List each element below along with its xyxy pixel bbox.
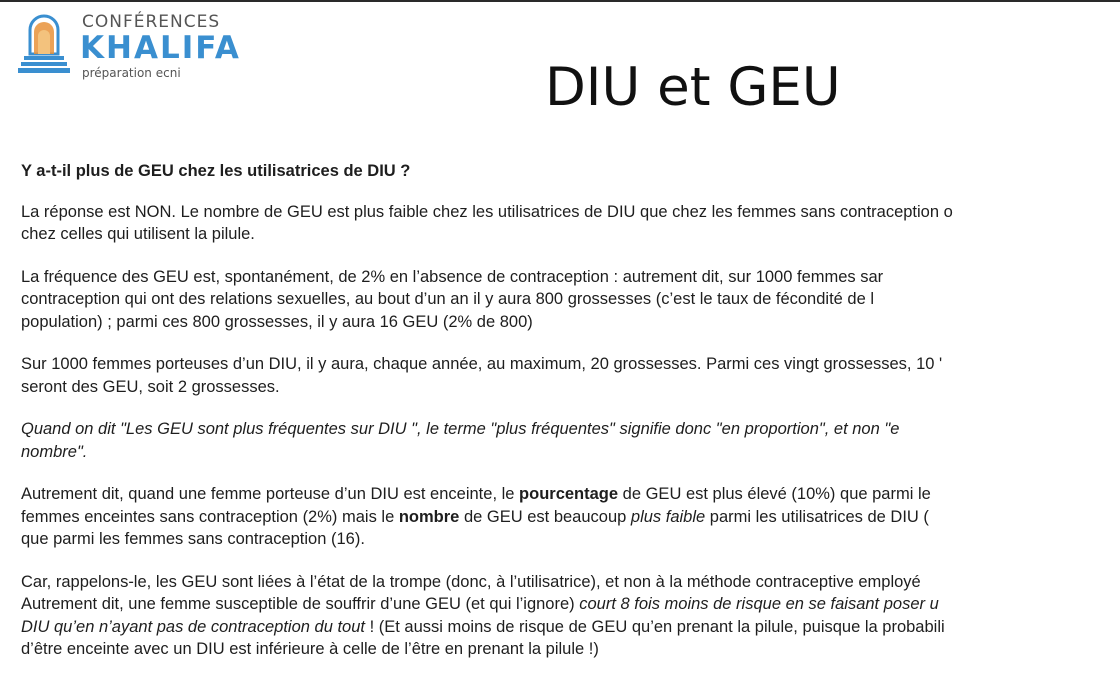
logo-arch-icon bbox=[18, 10, 78, 80]
logo-text-tagline: préparation ecni bbox=[82, 66, 181, 80]
logo-text-khalifa: KHALIFA bbox=[80, 30, 241, 66]
paragraph-1-line-1: La réponse est NON. Le nombre de GEU est plus faible chez les utilisatrices de DIU que chez les femmes sans contraception o bbox=[21, 202, 953, 221]
paragraph-1 bbox=[21, 201, 1120, 246]
paragraph-6 bbox=[21, 571, 1120, 661]
conferences-khalifa-logo bbox=[18, 10, 278, 82]
paragraph-5-line-3: que parmi les femmes sans contraception (16). bbox=[21, 530, 365, 548]
document-body bbox=[21, 160, 1120, 681]
paragraph-2-line-2: contraception qui ont des relations sexuelles, au bout d’un an il y aura 800 grossesses (c’est le taux de fécondité de l bbox=[21, 290, 875, 308]
p5-l1-text-c: de GEU est plus élevé (10%) que parmi le bbox=[618, 485, 931, 503]
paragraph-6-line-1: Car, rappelons-le, les GEU sont liées à l’état de la trompe (donc, à l’utilisatrice), et non à la méthode contraceptive employé bbox=[21, 572, 921, 591]
paragraph-3-line-2: seront des GEU, soit 2 grossesses. bbox=[21, 377, 280, 396]
paragraph-4-line-2: nombre". bbox=[21, 442, 88, 461]
p6-l3-text-b: ! (Et aussi moins de risque de GEU qu’en prenant la pilule, puisque la probabili bbox=[364, 617, 945, 636]
p5-emphasis-plus-faible: plus faible bbox=[630, 507, 706, 526]
p5-emphasis-pourcentage: pourcentage bbox=[519, 485, 619, 503]
paragraph-4 bbox=[21, 418, 1120, 463]
paragraph-6-line-3 bbox=[21, 616, 1120, 639]
paragraph-2-line-3: population) ; parmi ces 800 grossesses, il y aura 16 GEU (2% de 800) bbox=[21, 312, 533, 331]
paragraph-3-line-1: Sur 1000 femmes porteuses d’un DIU, il y aura, chaque année, au maximum, 20 grossesses. Parmi ces vingt grossesses, 10 ' bbox=[21, 355, 943, 373]
paragraph-5-line-2 bbox=[21, 506, 1120, 529]
slide-title: DIU et GEU bbox=[545, 57, 841, 118]
paragraph-5 bbox=[21, 483, 1120, 551]
paragraph-3 bbox=[21, 353, 1120, 398]
p5-l2-text-e: parmi les utilisatrices de DIU ( bbox=[705, 507, 929, 526]
p5-l2-text-c: de GEU est beaucoup bbox=[459, 507, 631, 526]
paragraph-6-line-2 bbox=[21, 593, 1120, 616]
paragraph-5-line-1 bbox=[21, 483, 1120, 506]
p5-emphasis-nombre: nombre bbox=[398, 507, 460, 526]
paragraph-6-line-4: d’être enceinte avec un DIU est inférieure à celle de l’être en prenant la pilule !) bbox=[21, 640, 599, 658]
p6-emphasis-court-8-fois: court 8 fois moins de risque en se faisant poser u bbox=[579, 595, 939, 613]
top-border bbox=[0, 0, 1120, 2]
p6-l2-text-a: Autrement dit, une femme susceptible de souffrir d’une GEU (et qui l’ignore) bbox=[21, 595, 580, 613]
p5-l1-text-a: Autrement dit, quand une femme porteuse d’un DIU est enceinte, le bbox=[21, 485, 520, 503]
paragraph-2-line-1: La fréquence des GEU est, spontanément, de 2% en l’absence de contraception : autrement dit, sur 1000 femmes sar bbox=[21, 267, 884, 286]
paragraph-4-line-1: Quand on dit "Les GEU sont plus fréquentes sur DIU ", le terme "plus fréquentes" signifie donc "en proportion", et non "e bbox=[21, 420, 900, 438]
question-heading: Y a-t-il plus de GEU chez les utilisatrices de DIU ? bbox=[21, 162, 411, 180]
paragraph-1-line-2: chez celles qui utilisent la pilule. bbox=[21, 225, 255, 243]
logo-text-conferences: CONFÉRENCES bbox=[82, 12, 221, 32]
paragraph-2 bbox=[21, 266, 1120, 334]
p5-l2-text-a: femmes enceintes sans contraception (2%) mais le bbox=[21, 507, 399, 526]
p6-emphasis-diu: DIU qu’en n’ayant pas de contraception du tout bbox=[21, 617, 365, 636]
